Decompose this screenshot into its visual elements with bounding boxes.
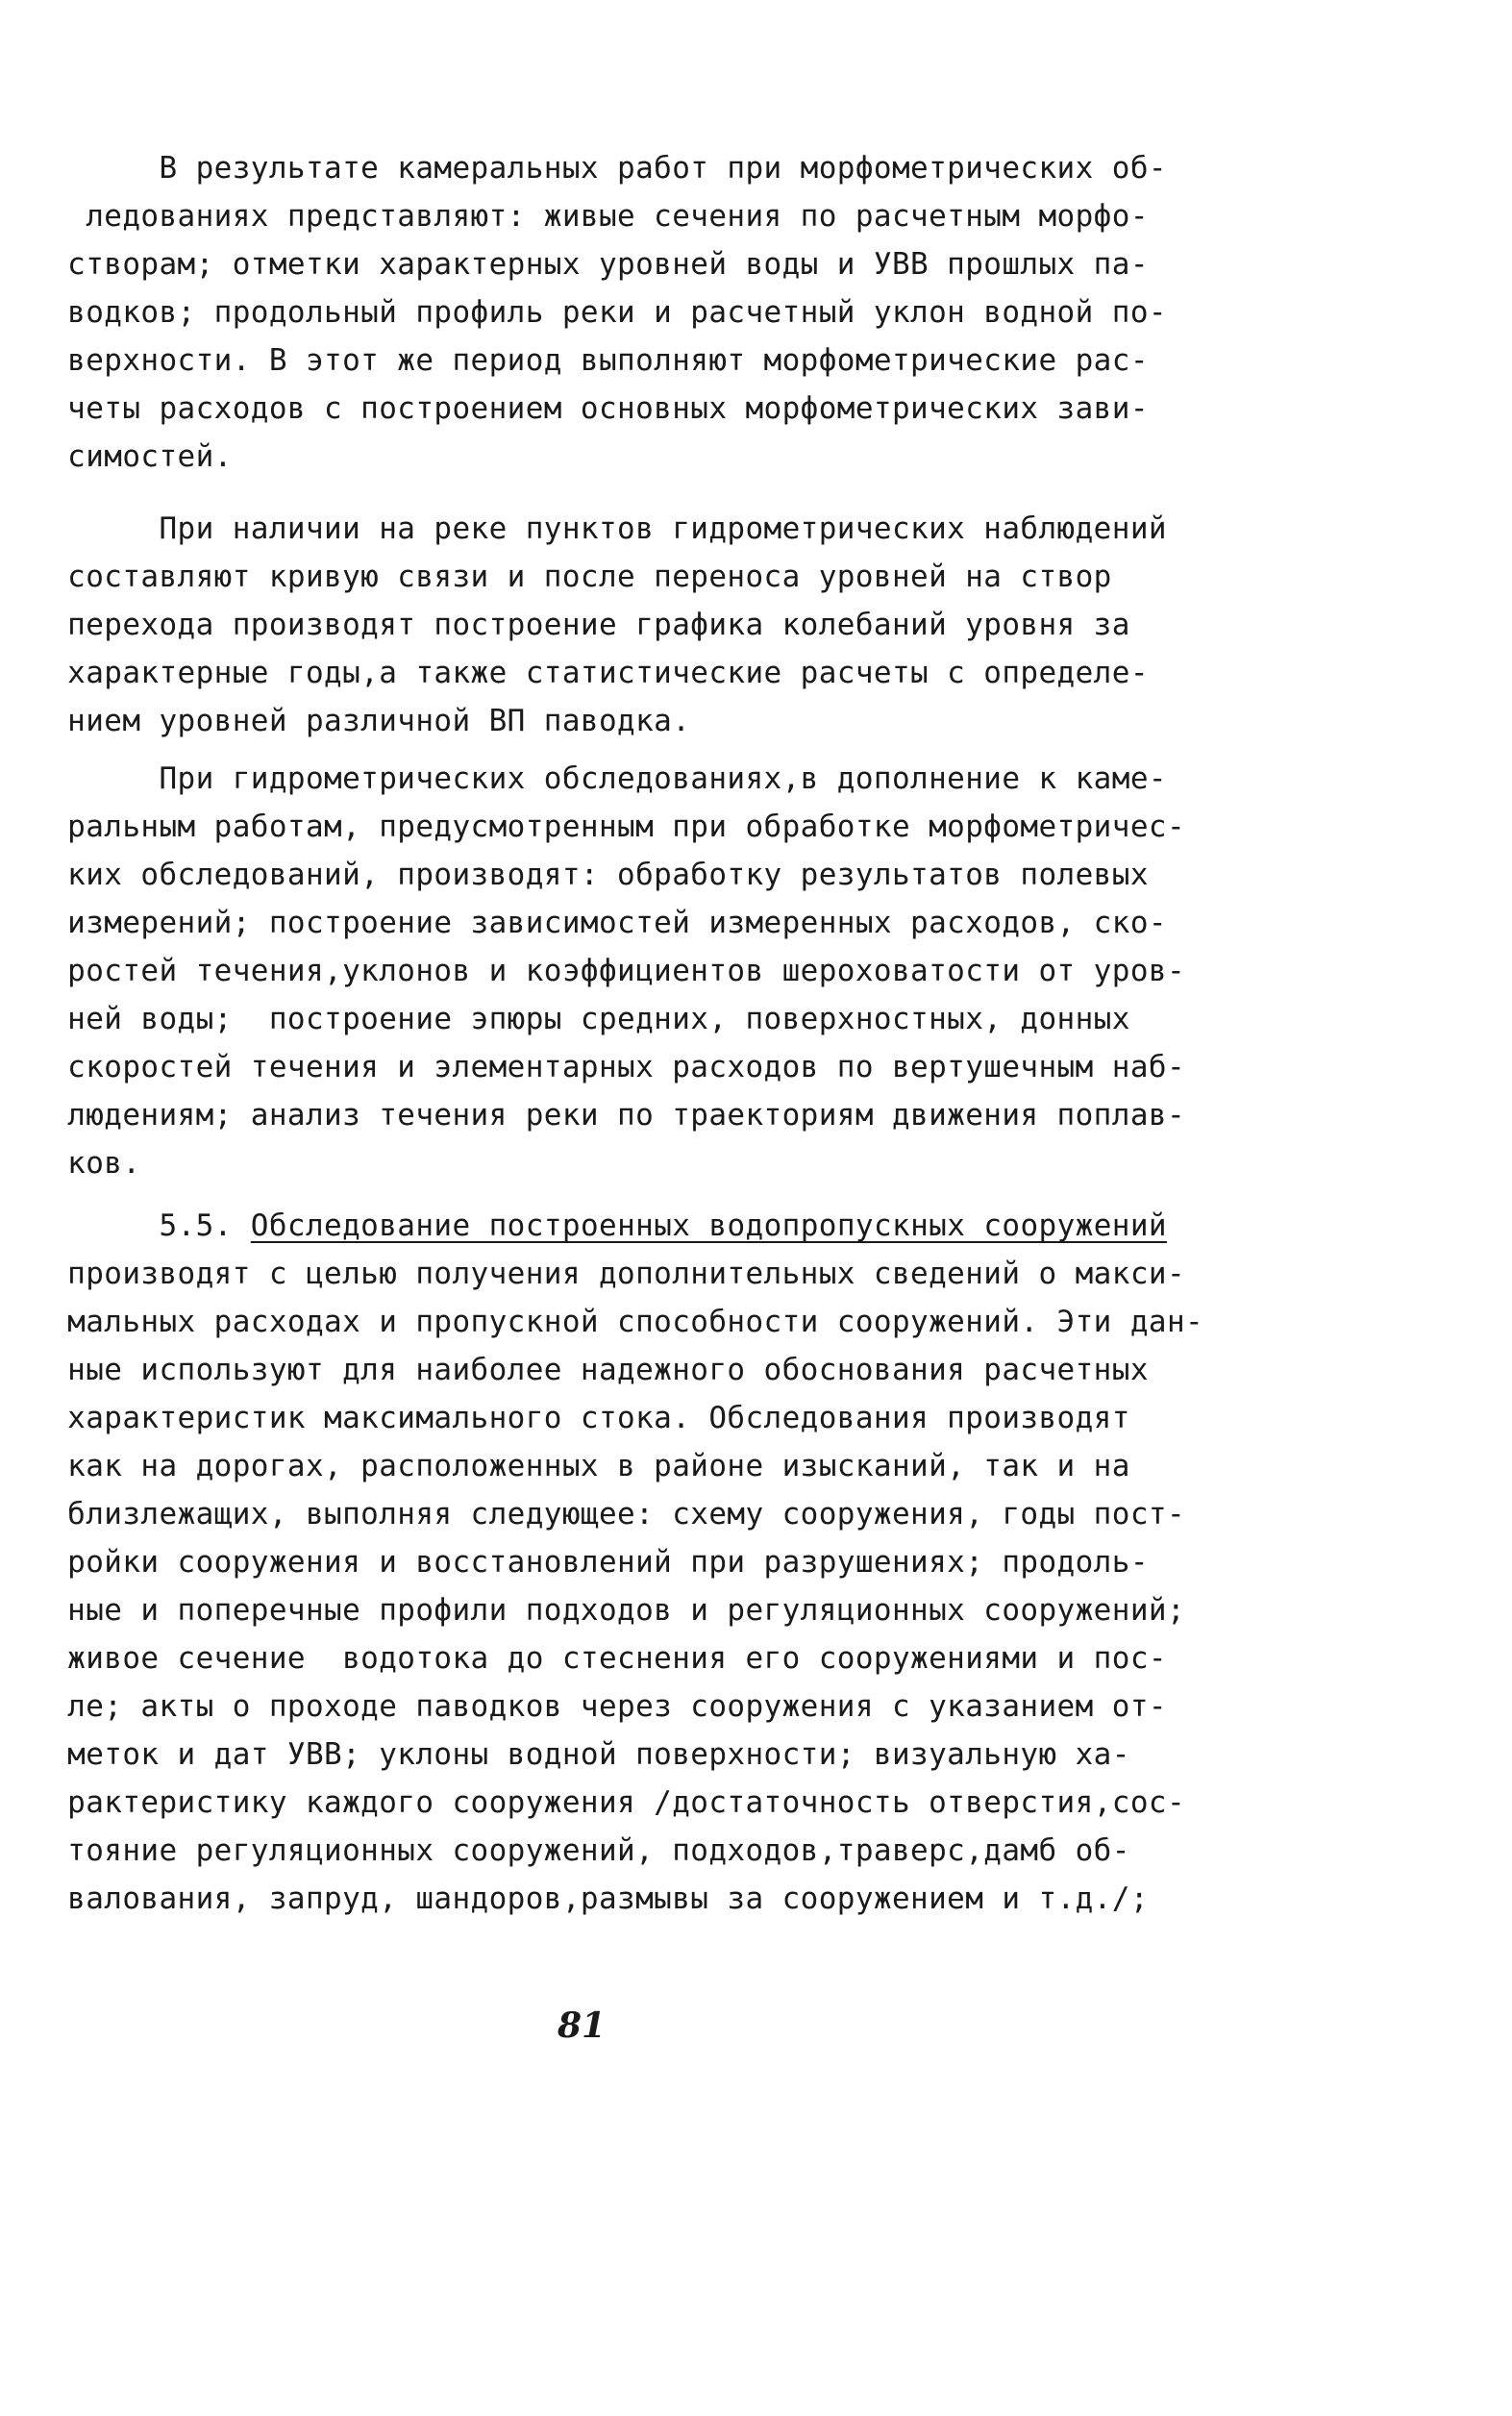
text-line: ральным работам, предусмотренным при обработке морфометричес- (31, 809, 1186, 844)
paragraph-1 (31, 144, 1280, 481)
text-line: ростей течения,уклонов и коэффициентов шероховатости от уров- (31, 954, 1186, 988)
text-line: ные и поперечные профили подходов и регуляционных сооружений; (31, 1593, 1186, 1628)
text-line: перехода производят построение графика колебаний уровня за (31, 608, 1130, 642)
text-line: характеристик максимального стока. Обследования производят (31, 1401, 1130, 1435)
section-number: 5.5. (159, 1208, 233, 1243)
text-line: ле; акты о проходе паводков через сооружения с указанием от- (31, 1689, 1167, 1724)
text-line: рактеристику каждого сооружения /достаточность отверстия,сос- (31, 1785, 1186, 1820)
text-line: В результате камеральных работ при морфометрических об- (31, 151, 1167, 186)
text-line: валования, запруд, шандоров,размывы за сооружением и т.д./; (31, 1881, 1149, 1916)
text-line: людениям; анализ течения реки по траекториям движения поплав- (31, 1098, 1186, 1133)
page-number: 81 (557, 2005, 607, 2046)
text-line: ков. (31, 1146, 141, 1181)
text-line: При гидрометрических обследованиях,в дополнение к каме- (31, 761, 1167, 796)
text-line: ные используют для наиболее надежного обоснования расчетных (31, 1353, 1149, 1387)
text-line: скоростей течения и элементарных расходов по вертушечным наб- (31, 1050, 1186, 1084)
text-line: ких обследований, производят: обработку результатов полевых (31, 858, 1149, 892)
paragraph-2 (31, 505, 1280, 745)
text-line: характерные годы,а также статистические расчеты с определе- (31, 656, 1149, 690)
section-heading-line (31, 1202, 1280, 1250)
text-line: створам; отметки характерных уровней воды и УВВ прошлых па- (31, 247, 1149, 282)
text-line: водков; продольный профиль реки и расчетный уклон водной по- (31, 295, 1167, 330)
text-line: ройки сооружения и восстановлений при разрушениях; продоль- (31, 1545, 1149, 1580)
paragraph-3 (31, 755, 1280, 1187)
text-line: измерений; построение зависимостей измеренных расходов, ско- (31, 906, 1167, 940)
text-line: как на дорогах, расположенных в районе изысканий, так и на (31, 1449, 1130, 1483)
text-line: живое сечение водотока до стеснения его сооружениями и пос- (31, 1641, 1167, 1676)
text-line: При наличии на реке пунктов гидрометрических наблюдений (31, 511, 1167, 546)
text-line: верхности. В этот же период выполняют морфометрические рас- (31, 343, 1149, 378)
text-line: близлежащих, выполняя следующее: схему сооружения, годы пост- (31, 1497, 1186, 1532)
text-line: мальных расходах и пропускной способности сооружений. Эти дан- (31, 1305, 1204, 1339)
text-line: производят с целью получения дополнительных сведений о макси- (31, 1257, 1186, 1291)
section-heading: Обследование построенных водопропускных сооружений (250, 1208, 1167, 1243)
text-line: составляют кривую связи и после переноса уровней на створ (31, 560, 1112, 594)
text-line: симостей. (31, 439, 233, 474)
text-line: четы расходов с построением основных морфометрических зави- (31, 391, 1149, 426)
text-line: меток и дат УВВ; уклоны водной поверхности; визуальную ха- (31, 1737, 1130, 1772)
section-5-5 (31, 1202, 1280, 1923)
text-line: ледованиях представляют: живые сечения по расчетным морфо- (31, 199, 1149, 234)
text-line: тояние регуляционных сооружений, подходов,траверс,дамб об- (31, 1833, 1130, 1868)
text-line: ней воды; построение эпюры средних, поверхностных, донных (31, 1002, 1130, 1036)
text-line: нием уровней различной ВП паводка. (31, 704, 691, 738)
